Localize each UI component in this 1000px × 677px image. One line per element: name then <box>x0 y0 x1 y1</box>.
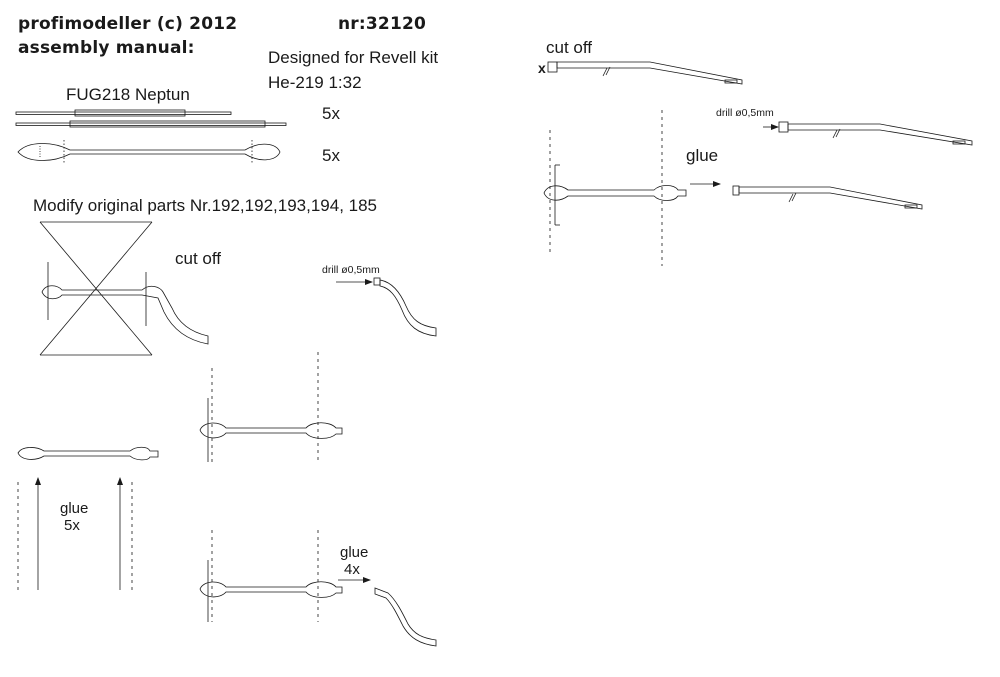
mast-cut-off: cut off <box>546 38 592 57</box>
mast-antenna-glue-part <box>544 110 720 266</box>
assembly-antenna-part-c <box>200 530 436 646</box>
assembly-antenna-part-a <box>18 447 158 590</box>
mast-drilled-part <box>763 122 972 145</box>
assembly-glue-label-2: glue <box>340 544 369 561</box>
neptun-antenna-part <box>18 140 280 164</box>
modify-cut-off: cut off <box>175 249 221 268</box>
modify-title: Modify original parts Nr.192,192,193,194, 185 <box>33 196 378 215</box>
neptun-wire-part-2 <box>16 121 286 127</box>
assembly-glue-qty-1: 5x <box>64 517 80 534</box>
modified-bent-part <box>336 278 436 336</box>
kit-info-line2: He-219 1:32 <box>268 73 362 92</box>
assembly-antenna-part-b <box>200 352 342 462</box>
part-number: nr:32120 <box>338 14 427 34</box>
manual-label: assembly manual: <box>18 38 195 58</box>
mast-cut-mark: x <box>538 60 546 76</box>
modify-drill-label: drill ø0,5mm <box>322 264 380 276</box>
mast-assembled-part <box>733 186 922 209</box>
mast-cut-part <box>548 62 742 84</box>
kit-info-line1: Designed for Revell kit <box>268 48 439 67</box>
neptun-wire-part-1 <box>16 110 231 116</box>
assembly-glue-label-1: glue <box>60 500 89 517</box>
neptun-title: FUG218 Neptun <box>66 85 190 104</box>
mast-glue-label: glue <box>686 146 719 165</box>
original-part-crossed <box>40 222 208 355</box>
assembly-glue-qty-2: 4x <box>344 561 360 578</box>
mast-drill-label: drill ø0,5mm <box>716 107 774 119</box>
neptun-qty-2: 5x <box>322 146 340 165</box>
brand-label: profimodeller (c) 2012 <box>18 14 238 34</box>
neptun-qty-1: 5x <box>322 104 340 123</box>
